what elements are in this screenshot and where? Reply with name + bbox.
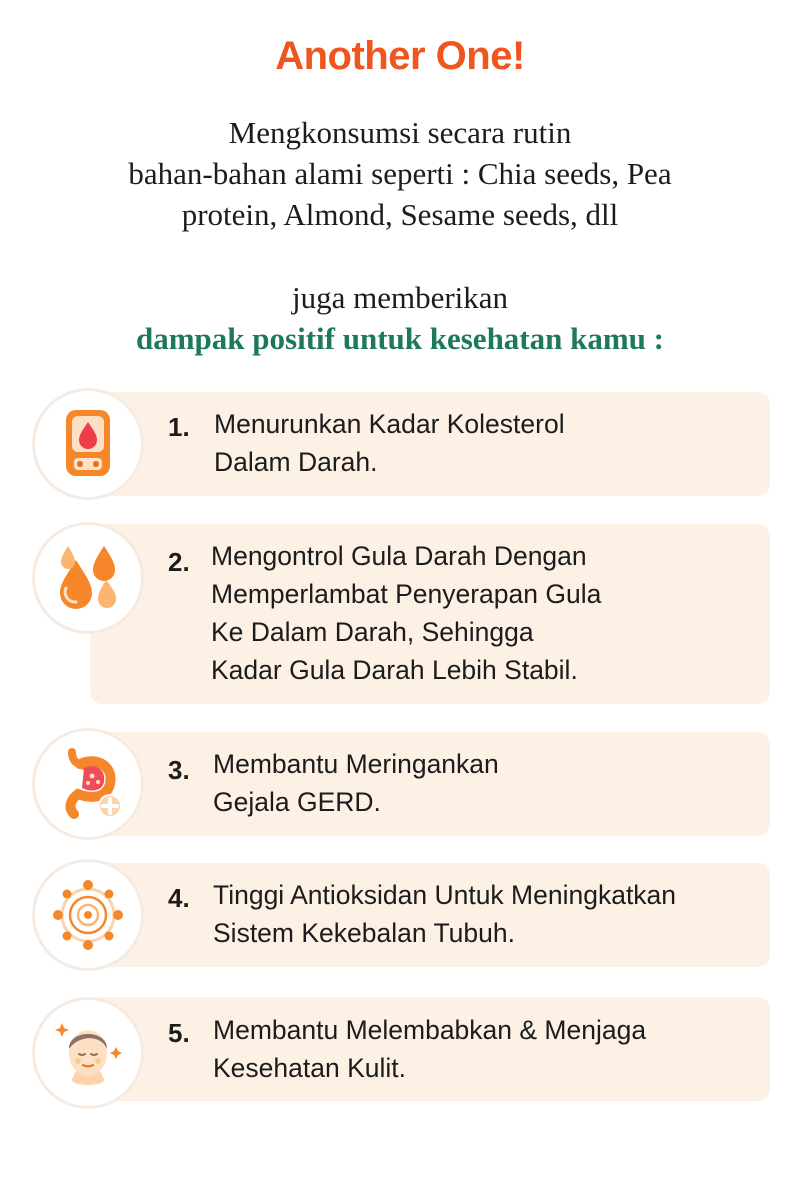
benefit-line: Tinggi Antioksidan Untuk Meningkatkan — [213, 880, 677, 910]
benefit-line: Kadar Gula Darah Lebih Stabil. — [211, 655, 578, 685]
intro-line: bahan-bahan alami seperti : Chia seeds, Pea — [128, 156, 672, 191]
benefit-number-1: 1. — [168, 412, 190, 442]
immune-system-icon — [48, 875, 128, 955]
benefit-line: Sistem Kekebalan Tubuh. — [213, 918, 515, 948]
skin-care-face-icon — [48, 1013, 128, 1093]
stomach-icon — [48, 744, 128, 824]
benefit-number-3: 3. — [168, 755, 190, 785]
intro-line: protein, Almond, Sesame seeds, dll — [181, 197, 619, 232]
benefit-number-5: 5. — [168, 1018, 190, 1048]
benefit-line: Menurunkan Kadar Kolesterol — [214, 409, 565, 439]
drops-icon — [48, 538, 128, 618]
benefit-text-1 — [214, 405, 565, 481]
benefit-text-4 — [213, 876, 676, 952]
benefit-text-3 — [213, 745, 499, 821]
intro-highlight: dampak positif untuk kesehatan kamu : — [135, 321, 664, 356]
benefit-number-4: 4. — [168, 883, 190, 913]
benefit-icon-4 — [35, 862, 141, 968]
benefit-line: Kesehatan Kulit. — [213, 1053, 406, 1083]
benefit-line: Dalam Darah. — [214, 447, 378, 477]
benefit-line: Mengontrol Gula Darah Dengan — [211, 541, 587, 571]
intro-lead: juga memberikan — [291, 280, 509, 315]
blood-test-icon — [48, 404, 128, 484]
benefit-text-2 — [211, 537, 601, 689]
benefit-text-5 — [213, 1011, 646, 1087]
benefit-line: Memperlambat Penyerapan Gula — [211, 579, 602, 609]
benefit-number-2: 2. — [168, 547, 190, 577]
benefit-line: Gejala GERD. — [213, 787, 381, 817]
intro-line: Mengkonsumsi secara rutin — [228, 115, 572, 150]
benefit-line: Ke Dalam Darah, Sehingga — [211, 617, 534, 647]
benefit-icon-3 — [35, 731, 141, 837]
benefit-icon-5 — [35, 1000, 141, 1106]
benefit-line: Membantu Melembabkan & Menjaga — [213, 1015, 647, 1045]
benefit-icon-2 — [35, 525, 141, 631]
intro-text — [40, 112, 760, 359]
page-title: Another One! — [275, 34, 525, 78]
benefit-icon-1 — [35, 391, 141, 497]
benefit-line: Membantu Meringankan — [213, 749, 499, 779]
